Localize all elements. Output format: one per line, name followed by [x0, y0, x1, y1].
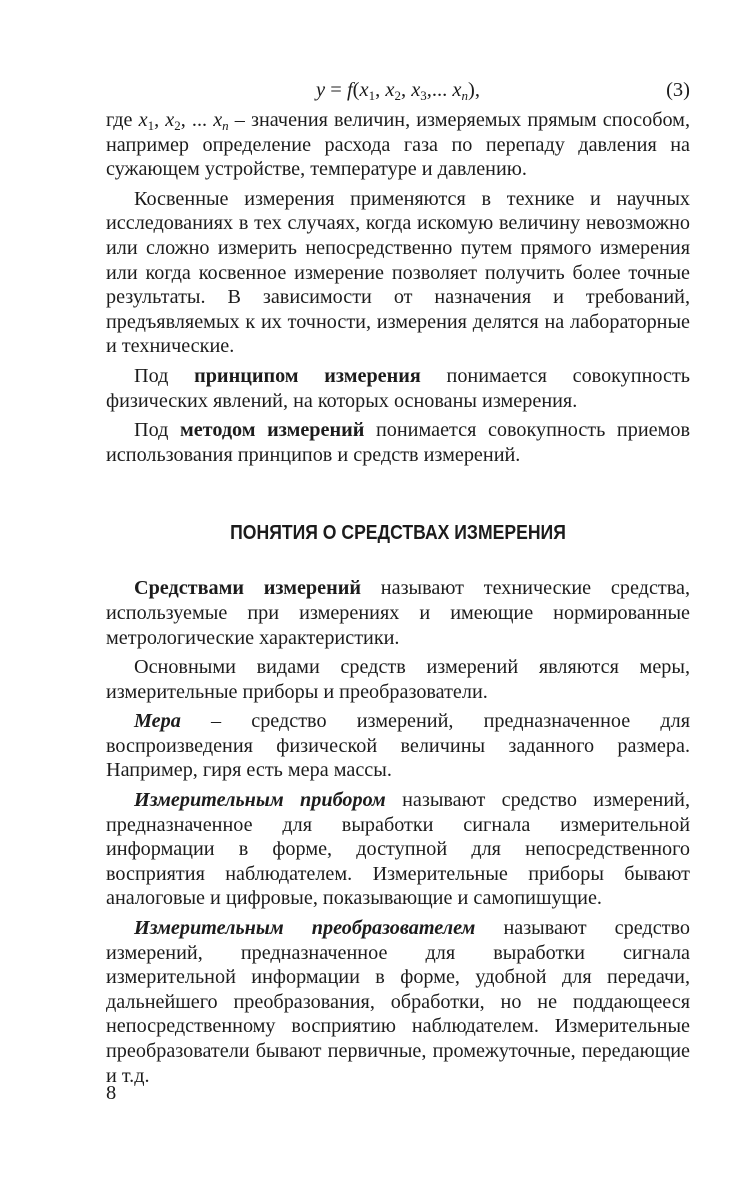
- para4-pre: Под: [134, 419, 180, 442]
- page-number: 8: [106, 1082, 117, 1104]
- formula-3: [106, 72, 690, 108]
- formula-equals: =: [325, 79, 347, 101]
- formula-sub-3: 3: [420, 88, 427, 103]
- paragraph-measurement-principle: [106, 364, 690, 413]
- paragraph-measuring-transducer: [106, 916, 690, 1088]
- page-content: [106, 72, 690, 1088]
- para1-sep-2: , ...: [180, 109, 214, 131]
- paragraph-indirect-measurements: Косвенные измерения применяются в технике и научных исследованиях в тех случаях, когда искомую величину невозможно или сложно измерить непосредственно путем прямого измерения или когда косвенное измерение позволяет получить более точные результаты. В зависимости от назначения и требований, предъявляемых к их точности, измерения делятся на лабораторные и технические.: [106, 187, 690, 358]
- term-measurement-method: методом измерений: [179, 419, 365, 442]
- formula-sep-1: ,: [375, 79, 386, 101]
- section-heading: ПОНЯТИЯ О СРЕДСТВАХ ИЗМЕРЕНИЯ: [230, 522, 566, 545]
- term-measure: Мера: [134, 710, 181, 733]
- paragraph-measurement-method: [106, 418, 690, 467]
- formula-var-y: y: [316, 79, 326, 101]
- paragraph-measure: [106, 709, 690, 783]
- formula-sep-3: ,...: [426, 79, 453, 101]
- para1-sub-1: 1: [147, 118, 155, 133]
- para5-text: называют технические средства, используемые при измерениях и имеющие нормированные метрологические характеристики.: [106, 577, 690, 649]
- term-measuring-transducer: Измерительным преобразователем: [134, 917, 476, 940]
- para1-text: – значения величин, измеряемых прямым способом, например определение расхода газа по перепаду давления на сужающем устройстве, температуре и давлению.: [106, 109, 690, 181]
- formula-sep-2: ,: [400, 79, 412, 101]
- para1-lead: где: [106, 109, 139, 131]
- para9-text: называют средство измерений, предназначенное для выработки сигнала измерительной информации в форме, удобной для передачи, дальнейшего преобразования, обработки, но не поддающееся непосредственному восприятию наблюдателем. Измерительные преобразователи бывают первичные, промежуточные, передающие и т.д.: [106, 917, 690, 1087]
- term-measuring-instruments: Средствами измерений: [134, 577, 362, 600]
- para4-text: понимается совокупность приемов использования принципов и средств измерений.: [106, 419, 690, 466]
- formula-var-x3: x: [411, 79, 421, 101]
- formula-var-x1: x: [359, 79, 369, 101]
- para1-sub-2: 2: [174, 118, 181, 133]
- paragraph-instrument-types: Основными видами средств измерений являются меры, измерительные приборы и преобразователи.: [106, 656, 690, 703]
- formula-func-f: f: [346, 79, 353, 101]
- paragraph-measuring-device: [106, 788, 690, 911]
- term-measuring-device: Измерительным прибором: [134, 789, 386, 812]
- para1-sep-1: ,: [154, 109, 166, 131]
- para3-pre: Под: [134, 364, 195, 387]
- term-measurement-principle: принципом измерения: [194, 364, 421, 387]
- formula-open-paren: (: [352, 79, 360, 101]
- para1-var-xn: x: [213, 109, 223, 131]
- para1-var-x2: x: [165, 109, 175, 131]
- para1-var-x1: x: [138, 109, 148, 131]
- para7-text: – средство измерений, предназначенное для воспроизведения физической величины заданного размера. Например, гиря есть мера массы.: [106, 710, 690, 782]
- formula-var-xn: x: [452, 79, 462, 101]
- para1-sub-n: n: [222, 118, 229, 133]
- formula-sub-1: 1: [368, 88, 376, 103]
- para8-text: называют средство измерений, предназначенное для выработки сигнала измерительной информации в форме, доступной для непосредственного восприятия наблюдателем. Измерительные приборы бывают аналоговые и цифровые, показывающие и самопишущие.: [106, 789, 690, 910]
- paragraph-measuring-instruments: [106, 576, 690, 650]
- para3-text: понимается совокупность физических явлений, на которых основаны измерения.: [106, 364, 690, 412]
- formula-sub-n: n: [461, 88, 469, 103]
- formula-expression: [106, 72, 690, 108]
- formula-number: (3): [666, 79, 690, 101]
- formula-sub-2: 2: [394, 88, 401, 103]
- formula-var-x2: x: [385, 79, 395, 101]
- formula-close-paren: ),: [468, 79, 480, 101]
- paragraph-variables: [106, 108, 690, 182]
